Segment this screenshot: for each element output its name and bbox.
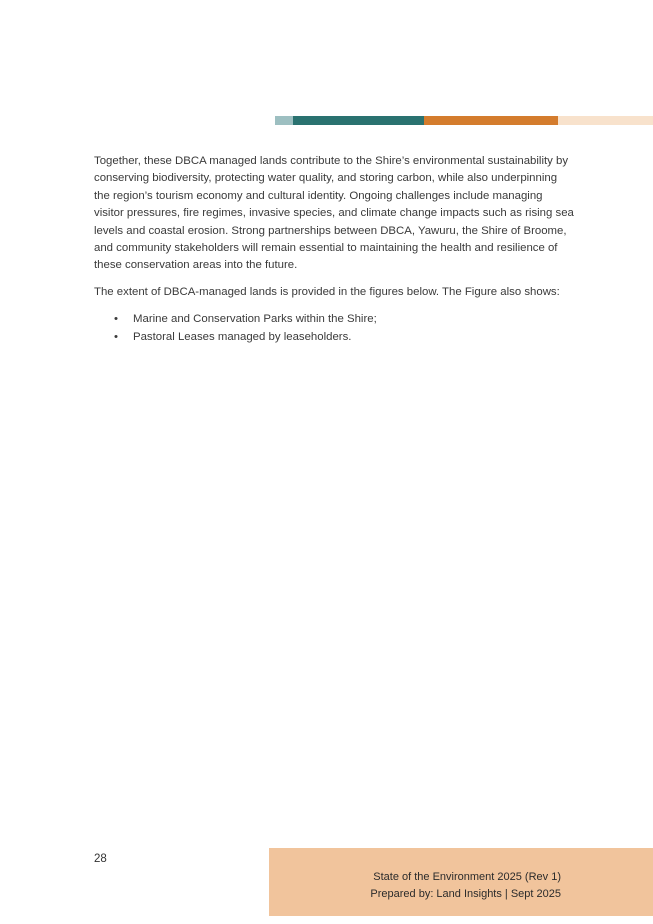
color-bar-segment-peach (558, 116, 653, 125)
bullet-icon: • (114, 331, 118, 344)
bullet-icon: • (114, 313, 118, 326)
footer-prepared-by: Prepared by: Land Insights | Sept 2025 (370, 888, 561, 900)
paragraph-figure-intro: The extent of DBCA-managed lands is provided in the figures below. The Figure also shows: (94, 285, 560, 298)
footer-box (269, 848, 653, 916)
header-color-bar (275, 116, 653, 125)
list-item-text: Pastoral Leases managed by leaseholders. (133, 331, 352, 344)
footer-text (370, 869, 561, 903)
list-item-text: Marine and Conservation Parks within the Shire; (133, 313, 377, 326)
paragraph-conservation-lands: Together, these DBCA managed lands contribute to the Shire’s environmental sustainability by conserving biodiversity, protecting water quality, and storing carbon, while also underpinning the region’s tourism economy and cultural identity. Ongoing challenges include managing visitor pressures, fire regimes, invasive species, and climate change impacts such as rising sea levels and coastal erosion. Strong partnerships between DBCA, Yawuru, the Shire of Broome, and community stakeholders will remain essential to maintaining the health and resilience of these conservation areas into the future. (94, 155, 574, 272)
page-number: 28 (94, 853, 107, 865)
body-content (94, 153, 574, 346)
list-item (94, 328, 574, 346)
list-item (94, 310, 574, 328)
color-bar-segment-light-teal (275, 116, 293, 125)
footer-report-title: State of the Environment 2025 (Rev 1) (373, 871, 561, 883)
color-bar-segment-teal (293, 116, 424, 125)
color-bar-segment-orange (424, 116, 558, 125)
bullet-list (94, 310, 574, 346)
